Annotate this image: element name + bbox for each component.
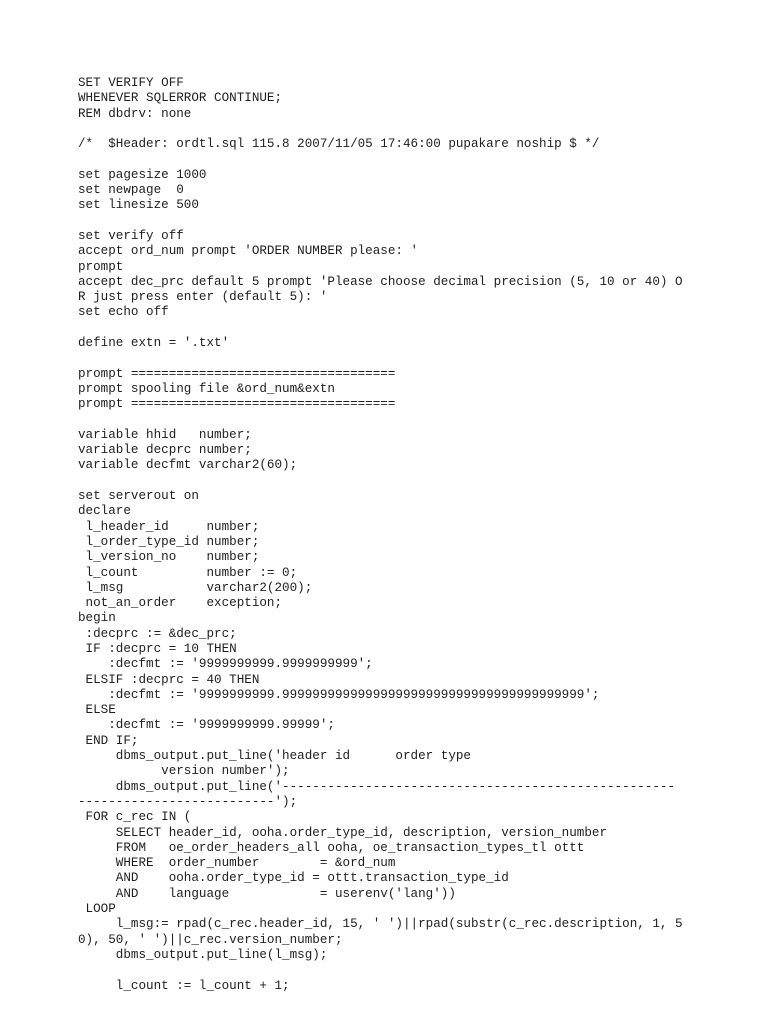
code-line (78, 963, 758, 978)
code-line: l_version_no number; (78, 550, 260, 565)
code-line: R just press enter (default 5): ' (78, 290, 328, 305)
code-line: l_count number := 0; (78, 565, 298, 580)
code-line: accept ord_num prompt 'ORDER NUMBER please: ' (78, 244, 419, 259)
code-line: set newpage 0 (78, 183, 184, 198)
code-line (78, 152, 758, 167)
code-line: not_an_order exception; (78, 596, 283, 611)
code-line: WHENEVER SQLERROR CONTINUE; (78, 91, 283, 106)
code-line: :decfmt := '9999999999.9999999999'; (78, 657, 373, 672)
code-line: LOOP (78, 902, 116, 917)
code-line: declare (78, 504, 131, 519)
code-line: AND ooha.order_type_id = ottt.transaction_type_id (78, 871, 509, 886)
code-line: ELSIF :decprc = 40 THEN (78, 672, 260, 687)
code-line: version number'); (78, 764, 290, 779)
code-line: l_order_type_id number; (78, 534, 260, 549)
code-line: prompt spooling file &ord_num&extn (78, 381, 335, 396)
code-line: prompt =================================== (78, 397, 396, 412)
code-line: --------------------------'); (78, 794, 298, 809)
code-line: dbms_output.put_line(l_msg); (78, 947, 328, 962)
code-line: FROM oe_order_headers_all ooha, oe_transaction_types_tl ottt (78, 840, 585, 855)
code-line: define extn = '.txt' (78, 336, 230, 351)
code-line: :decfmt := '9999999999.99999'; (78, 718, 335, 733)
code-listing (78, 76, 758, 994)
code-line: set serverout on (78, 489, 199, 504)
code-line: :decprc := &dec_prc; (78, 626, 237, 641)
code-line: /* $Header: ordtl.sql 115.8 2007/11/05 17:46:00 pupakare noship $ */ (78, 137, 600, 152)
code-line (78, 413, 758, 428)
code-line: IF :decprc = 10 THEN (78, 641, 237, 656)
code-line: FOR c_rec IN ( (78, 810, 192, 825)
code-line: set pagesize 1000 (78, 167, 207, 182)
code-line: dbms_output.put_line('---------------------------------------------------- (78, 779, 676, 794)
code-line: prompt (78, 259, 124, 274)
code-line: AND language = userenv('lang')) (78, 886, 456, 901)
code-line: SET VERIFY OFF (78, 76, 184, 90)
code-line: SELECT header_id, ooha.order_type_id, description, version_number (78, 825, 608, 840)
code-line: l_header_id number; (78, 519, 260, 534)
code-line (78, 321, 758, 336)
code-line: accept dec_prc default 5 prompt 'Please choose decimal precision (5, 10 or 40) O (78, 274, 683, 289)
code-line: l_msg varchar2(200); (78, 580, 313, 595)
code-line (78, 474, 758, 489)
code-line: l_count := l_count + 1; (78, 978, 290, 993)
code-line: set verify off (78, 228, 184, 243)
code-line: set linesize 500 (78, 198, 199, 213)
code-line: variable decprc number; (78, 443, 252, 458)
code-line: prompt =================================== (78, 366, 396, 381)
code-line (78, 122, 758, 137)
code-line: l_msg:= rpad(c_rec.header_id, 15, ' ')||rpad(substr(c_rec.description, 1, 5 (78, 917, 683, 932)
code-line (78, 214, 758, 229)
code-line: begin (78, 611, 116, 626)
code-line: :decfmt := '9999999999.9999999999999999999999999999999999999999'; (78, 687, 600, 702)
code-line: WHERE order_number = &ord_num (78, 856, 396, 871)
code-line: 0), 50, ' ')||c_rec.version_number; (78, 932, 343, 947)
code-line: variable hhid number; (78, 427, 252, 442)
code-line: ELSE (78, 703, 116, 718)
code-line: variable decfmt varchar2(60); (78, 458, 298, 473)
code-line: set echo off (78, 305, 169, 320)
code-line: REM dbdrv: none (78, 106, 192, 121)
code-line: END IF; (78, 733, 139, 748)
code-line (78, 351, 758, 366)
code-line: dbms_output.put_line('header id order type (78, 749, 471, 764)
